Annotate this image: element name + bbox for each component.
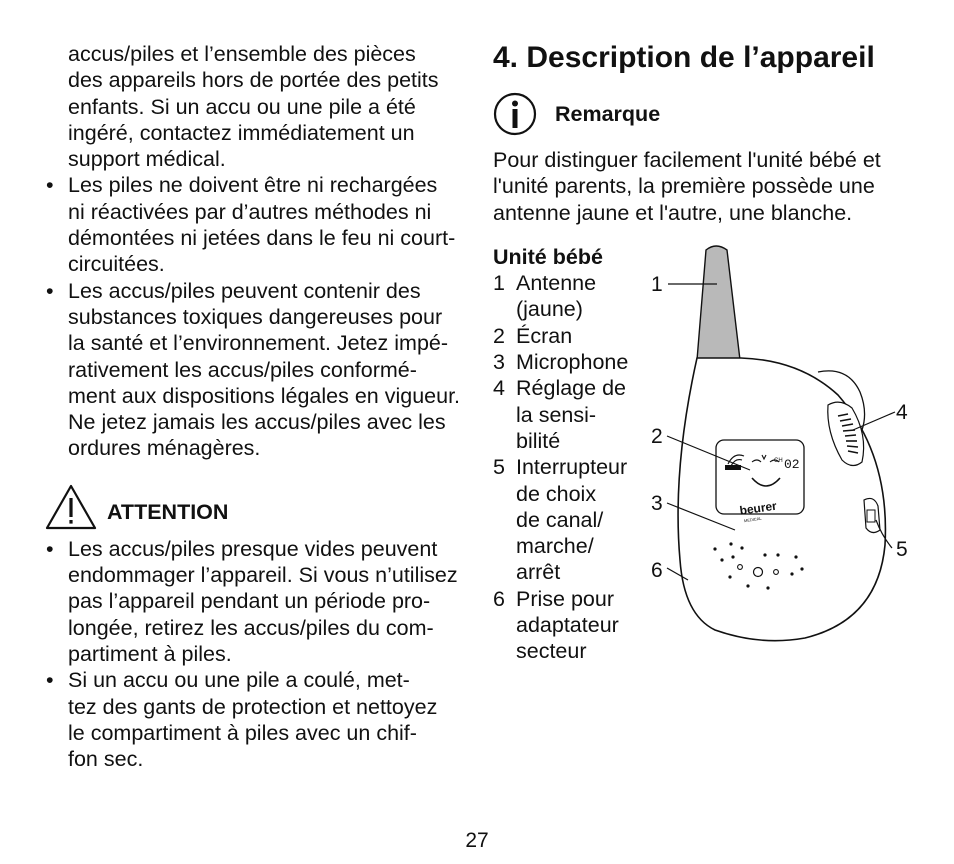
- part-label: Antenne: [516, 271, 597, 296]
- info-icon: [493, 92, 537, 136]
- part-number: 6: [493, 586, 505, 611]
- text-line: ordures ménagères.: [68, 436, 261, 461]
- baby-unit-illustration: [640, 240, 920, 650]
- text-line: Les piles ne doivent être ni rechargées: [68, 173, 438, 198]
- text-line: pas l’appareil pendant un période pro-: [68, 589, 431, 614]
- note-paragraph: [493, 147, 903, 226]
- note-label: Remarque: [555, 101, 661, 126]
- bullet-icon: •: [46, 173, 54, 198]
- display-channel-digits: 02: [784, 457, 800, 472]
- part-number: 3: [493, 350, 505, 375]
- bullet-icon: •: [46, 668, 54, 693]
- text-line: démontées ni jetées dans le feu ni court-: [68, 226, 456, 251]
- text-line: accus/piles et l’ensemble des pièces: [68, 42, 416, 66]
- callout-2: 2: [651, 425, 663, 448]
- callout-6: 6: [651, 559, 663, 582]
- attention-bullet-list: [45, 536, 465, 773]
- list-item: [45, 172, 465, 277]
- part-label: (jaune): [516, 297, 583, 322]
- text-line: partiment à piles.: [68, 641, 232, 666]
- text-line: la santé et l’environnement. Jetez impé-: [68, 331, 449, 356]
- part-number: 5: [493, 455, 505, 480]
- warning-triangle-icon: [45, 484, 97, 530]
- text-line: antenne jaune et l'autre, une blanche.: [493, 200, 853, 225]
- part-label: bilité: [516, 428, 561, 453]
- part-number: 1: [493, 271, 505, 296]
- part-label: arrêt: [516, 560, 561, 585]
- bullet-icon: •: [46, 536, 54, 561]
- battery-bullet-list: [45, 172, 465, 461]
- list-item: [493, 349, 643, 375]
- attention-label: ATTENTION: [107, 499, 229, 524]
- attention-heading: [45, 484, 465, 530]
- part-label: marche/: [516, 534, 594, 559]
- antenna: [697, 246, 740, 360]
- text-line: fon sec.: [68, 747, 144, 772]
- list-item: [45, 667, 465, 772]
- text-line: circuitées.: [68, 252, 165, 277]
- part-label: de canal/: [516, 507, 604, 532]
- callout-4: 4: [896, 401, 908, 424]
- text-line: support médical.: [68, 147, 226, 172]
- text-line: rativement les accus/piles conformé-: [68, 357, 417, 382]
- text-line: l'unité parents, la première possède une: [493, 174, 875, 199]
- part-number: 4: [493, 376, 505, 401]
- brand-logo: beurer: [738, 498, 778, 518]
- intro-paragraph: [45, 41, 465, 172]
- part-label: Microphone: [516, 350, 629, 375]
- text-line: ni réactivées par d’autres méthodes ni: [68, 199, 432, 224]
- list-item: [45, 536, 465, 667]
- list-item: [493, 323, 643, 349]
- text-line: longée, retirez les accus/piles du com-: [68, 615, 434, 640]
- list-item: [45, 278, 465, 462]
- display-channel-label: CH: [774, 458, 783, 464]
- text-line: Si un accu ou une pile a coulé, met-: [68, 668, 410, 693]
- part-label: Interrupteur: [516, 455, 628, 480]
- part-label: Prise pour: [516, 586, 614, 611]
- text-line: ingéré, contactez immédiatement un: [68, 120, 415, 145]
- unit-heading: Unité bébé: [493, 244, 603, 269]
- text-line: Les accus/piles peuvent contenir des: [68, 278, 421, 303]
- text-line: ment aux dispositions légales en vigueur.: [68, 383, 461, 408]
- text-line: Pour distinguer facilement l'unité bébé et: [493, 148, 881, 172]
- list-item: [493, 375, 643, 454]
- part-label: adaptateur: [516, 613, 619, 638]
- left-column: [45, 41, 465, 772]
- part-label: Écran: [516, 323, 573, 348]
- callout-5: 5: [896, 538, 908, 561]
- part-label: secteur: [516, 639, 587, 664]
- part-number: 2: [493, 323, 505, 348]
- part-label: Réglage de: [516, 376, 626, 401]
- text-line: le compartiment à piles avec un chif-: [68, 720, 417, 745]
- callout-3: 3: [651, 492, 663, 515]
- text-line: substances toxiques dangereuses pour: [68, 304, 443, 329]
- text-line: des appareils hors de portée des petits: [68, 68, 439, 93]
- text-line: enfants. Si un accu ou une pile a été: [68, 94, 416, 119]
- text-line: tez des gants de protection et nettoyez: [68, 694, 438, 719]
- text-line: Les accus/piles presque vides peuvent: [68, 536, 438, 561]
- callout-1: 1: [651, 273, 663, 296]
- text-line: endommager l’appareil. Si vous n’utilisez: [68, 563, 458, 588]
- list-item: [493, 586, 643, 665]
- bullet-icon: •: [46, 278, 54, 303]
- note-heading: [493, 92, 903, 136]
- part-label: la sensi-: [516, 402, 597, 427]
- page-number: 27: [465, 829, 489, 852]
- text-line: Ne jetez jamais les accus/piles avec les: [68, 410, 446, 435]
- list-item: [493, 270, 643, 323]
- list-item: [493, 454, 643, 585]
- brand-sub-logo: MEDICAL: [743, 515, 762, 524]
- parts-list: [493, 270, 643, 664]
- section-title: 4. Description de l’appareil: [493, 41, 875, 74]
- part-label: de choix: [516, 481, 597, 506]
